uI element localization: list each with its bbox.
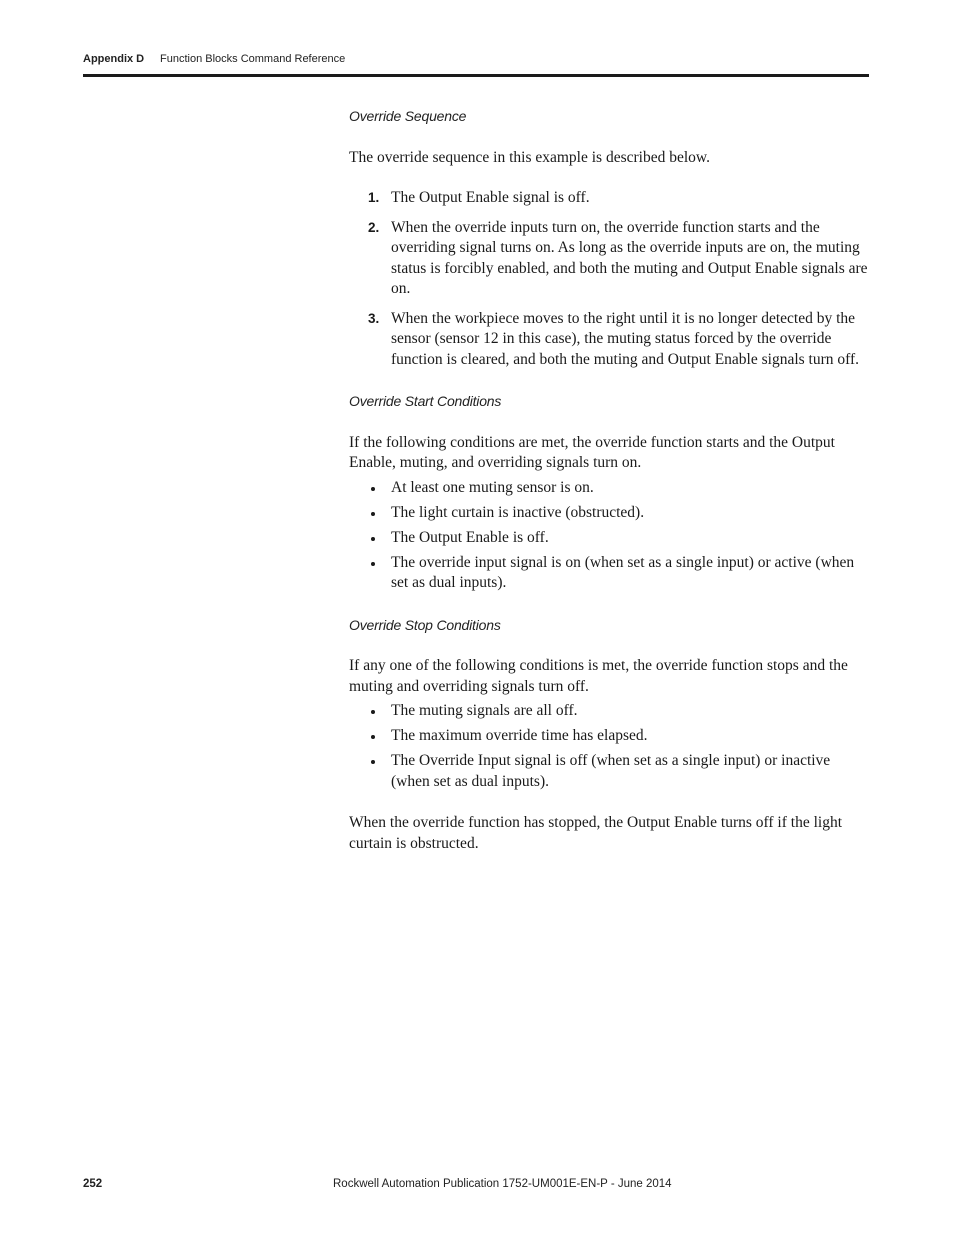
sequence-intro: The override sequence in this example is described below. bbox=[349, 148, 710, 166]
appendix-label: Appendix D bbox=[83, 53, 145, 65]
page-header bbox=[83, 53, 868, 65]
start-conditions-list bbox=[349, 478, 869, 594]
list-item-text: At least one muting sensor is on. bbox=[391, 478, 594, 496]
list-item-text: The maximum override time has elapsed. bbox=[391, 727, 648, 744]
step-number: 3. bbox=[368, 310, 380, 326]
list-item bbox=[349, 553, 869, 594]
step-text: The Output Enable signal is off. bbox=[391, 189, 590, 206]
bullet-icon bbox=[371, 512, 375, 516]
list-item bbox=[349, 528, 869, 549]
list-item-text: The override input signal is on (when set as a single input) or active (when set as dual inputs). bbox=[391, 553, 855, 591]
bullet-icon bbox=[371, 710, 375, 714]
step-item bbox=[349, 218, 869, 300]
bullet-icon bbox=[371, 487, 375, 491]
section-heading-override-sequence: Override Sequence bbox=[349, 108, 467, 124]
list-item-text: The Output Enable is off. bbox=[391, 528, 549, 546]
list-item bbox=[349, 701, 869, 722]
section-heading-override-stop: Override Stop Conditions bbox=[349, 616, 501, 633]
step-text: When the override inputs turn on, the override function starts and the overriding signal turns on. As long as the override inputs are on, the muting status is forcibly enabled, and both the muting and Output Enable signals are on. bbox=[391, 218, 868, 297]
publication-info: Rockwell Automation Publication 1752-UM001E-EN-P - June 2014 bbox=[333, 1178, 672, 1190]
list-item-text: The muting signals are all off. bbox=[391, 702, 578, 719]
list-item-text: The light curtain is inactive (obstructed). bbox=[391, 503, 645, 521]
step-number: 1. bbox=[368, 190, 380, 205]
bullet-icon bbox=[371, 537, 375, 541]
section-heading-override-start: Override Start Conditions bbox=[349, 393, 502, 409]
stop-closing: When the override function has stopped, the Output Enable turns off if the light curtain is obstructed. bbox=[349, 814, 843, 852]
stop-intro: If any one of the following conditions is met, the override function stops and the muting and overriding signals turn off. bbox=[349, 657, 848, 695]
step-item bbox=[349, 188, 869, 209]
chapter-title: Function Blocks Command Reference bbox=[160, 53, 346, 65]
bullet-icon bbox=[371, 735, 375, 739]
step-text: When the workpiece moves to the right until it is no longer detected by the sensor (sensor 12 in this case), the muting status forced by the override function is cleared, and both the muting and Output Enable signals turn off. bbox=[391, 309, 860, 368]
main-content bbox=[349, 106, 869, 854]
list-item bbox=[349, 503, 869, 524]
start-intro: If the following conditions are met, the override function starts and the Output Enable, muting, and overriding signals turn on. bbox=[349, 433, 835, 471]
sequence-steps bbox=[349, 188, 869, 370]
header-rule bbox=[83, 74, 869, 77]
step-item bbox=[349, 309, 869, 371]
page-number: 252 bbox=[83, 1178, 103, 1190]
list-item bbox=[349, 726, 869, 747]
bullet-icon bbox=[371, 760, 375, 764]
step-number: 2. bbox=[368, 219, 380, 235]
stop-conditions-list bbox=[349, 701, 869, 792]
list-item bbox=[349, 478, 869, 499]
bullet-icon bbox=[371, 562, 375, 566]
list-item-text: The Override Input signal is off (when set as a single input) or inactive (when set as dual inputs). bbox=[391, 752, 831, 790]
list-item bbox=[349, 751, 869, 792]
